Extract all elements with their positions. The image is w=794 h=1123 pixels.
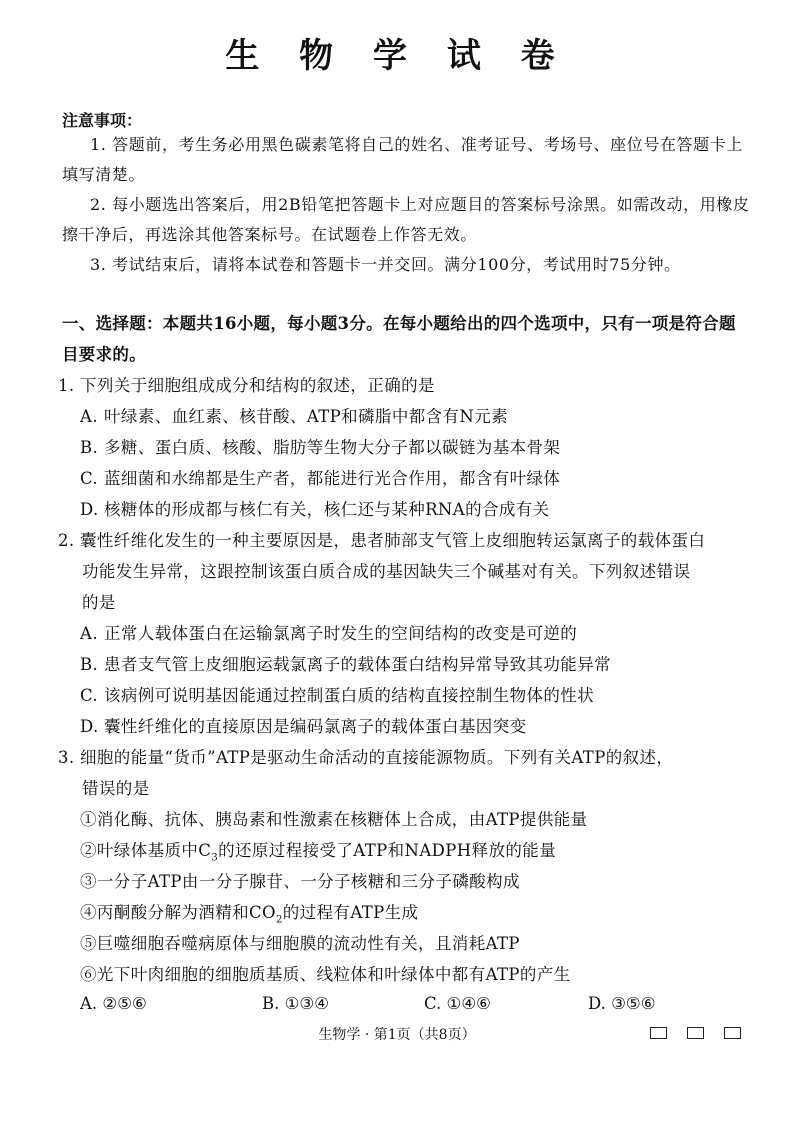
question-2 xyxy=(58,525,758,556)
question-number: 3. xyxy=(58,748,75,767)
page-footer: 生物学 · 第1页（共8页） xyxy=(318,1027,476,1043)
question-number: 2. xyxy=(58,531,75,550)
section-heading: 一、选择题：本题共16小题，每小题3分。在每小题给出的四个选项中，只有一项是符合题目要求的。 xyxy=(62,314,736,364)
note-item-1: 1. 答题前，考生务必用黑色碳素笔将自己的姓名、准考证号、考场号、座位号在答题卡上填写清楚。 xyxy=(62,135,743,184)
q2-option-c: C. 该病例可说明基因能通过控制蛋白质的结构直接控制生物体的性状 xyxy=(80,686,595,705)
q1-option-d: D. 核糖体的形成都与核仁有关，核仁还与某种RNA的合成有关 xyxy=(80,500,550,519)
question-stem: 囊性纤维化发生的一种主要原因是，患者肺部支气管上皮细胞转运氯离子的载体蛋白 xyxy=(80,531,706,550)
q3-statement-6: ⑥光下叶肉细胞的细胞质基质、线粒体和叶绿体中都有ATP的产生 xyxy=(80,965,571,984)
question-number: 1. xyxy=(58,376,75,395)
q3-choice-a: A. ②⑤⑥ xyxy=(80,994,147,1013)
q2-option-b: B. 患者支气管上皮细胞运载氯离子的载体蛋白结构异常导致其功能异常 xyxy=(80,655,611,674)
score-box-icon xyxy=(687,1027,704,1039)
q1-option-b: B. 多糖、蛋白质、核酸、脂肪等生物大分子都以碳链为基本骨架 xyxy=(80,438,561,457)
score-box-icon xyxy=(650,1027,667,1039)
q2-option-a: A. 正常人载体蛋白在运输氯离子时发生的空间结构的改变是可逆的 xyxy=(80,624,578,643)
score-boxes xyxy=(650,1027,741,1039)
q3-statement-1: ①消化酶、抗体、胰岛素和性激素在核糖体上合成，由ATP提供能量 xyxy=(80,810,588,829)
q1-option-a: A. 叶绿素、血红素、核苷酸、ATP和磷脂中都含有N元素 xyxy=(80,407,509,426)
page-title: 生 物 学 试 卷 xyxy=(225,36,569,76)
q3-choice-b: B. ①③④ xyxy=(262,994,330,1013)
note-item-2: 2. 每小题选出答案后，用2B铅笔把答题卡上对应题目的答案标号涂黑。如需改动，用橡皮擦干净后，再选涂其他答案标号。在试题卷上作答无效。 xyxy=(62,195,750,244)
q3-statement-3: ③一分子ATP由一分子腺苷、一分子核糖和三分子磷酸构成 xyxy=(80,872,520,891)
notes-heading: 注意事项： xyxy=(62,111,143,130)
q2-stem-line-3: 的是 xyxy=(82,593,116,612)
q3-stem-line-2: 错误的是 xyxy=(82,779,150,798)
score-box-icon xyxy=(724,1027,741,1039)
q3-statement-4: ④丙酮酸分解为酒精和$CO_2$的过程有ATP生成 xyxy=(80,903,419,926)
q3-statement-5: ⑤巨噬细胞吞噬病原体与细胞膜的流动性有关，且消耗ATP xyxy=(80,934,520,953)
note-item-3: 3. 考试结束后，请将本试卷和答题卡一并交回。满分100分，考试用时75分钟。 xyxy=(90,255,681,274)
q2-option-d: D. 囊性纤维化的直接原因是编码氯离子的载体蛋白基因突变 xyxy=(80,717,527,736)
q2-stem-line-2: 功能发生异常，这跟控制该蛋白质合成的基因缺失三个碱基对有关。下列叙述错误 xyxy=(82,562,691,581)
q3-choice-d: D. ③⑤⑥ xyxy=(588,994,656,1013)
q1-option-c: C. 蓝细菌和水绵都是生产者，都能进行光合作用，都含有叶绿体 xyxy=(80,469,561,488)
question-1 xyxy=(58,370,758,401)
q3-choice-c: C. ①④⑥ xyxy=(424,994,491,1013)
question-3 xyxy=(58,742,758,773)
question-stem: 下列关于细胞组成成分和结构的叙述，正确的是 xyxy=(80,376,435,395)
q3-statement-2: ②叶绿体基质中$C_3$的还原过程接受了ATP和NADPH释放的能量 xyxy=(80,841,557,864)
question-stem: 细胞的能量“货币”ATP是驱动生命活动的直接能源物质。下列有关ATP的叙述， xyxy=(80,748,674,767)
